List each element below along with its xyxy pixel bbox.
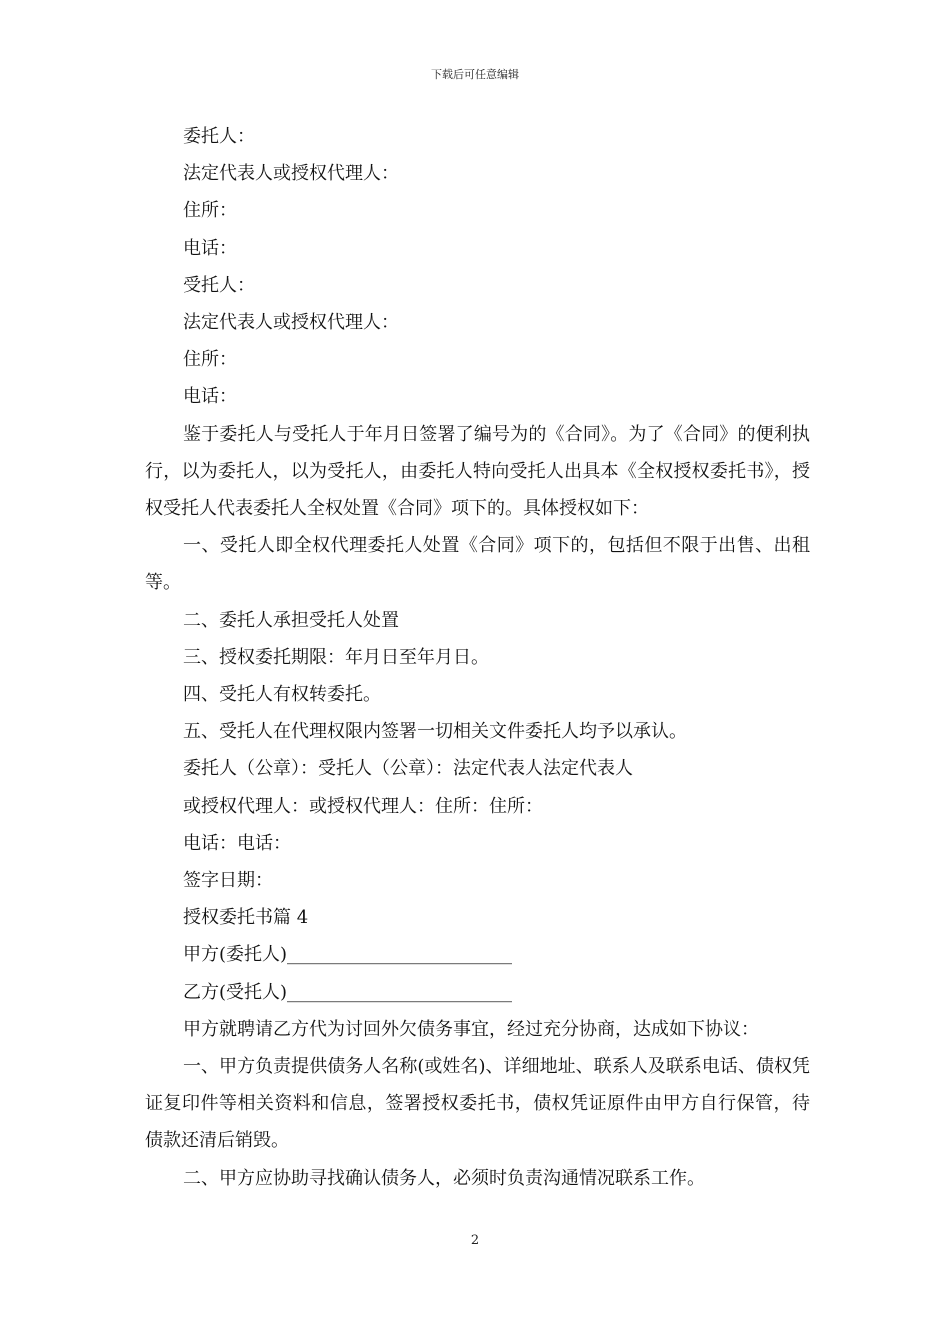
- paragraph-agent: 受托人：: [183, 274, 255, 296]
- paragraph-preamble: 鉴于委托人与受托人于年月日签署了编号为的《合同》。为了《合同》的便利执行，以为委托人，以为受托人，由委托人特向受托人出具本《全权授权委托书》，授权受托人代表委托人全权处置《合同》项下的。具体授权如下：: [145, 423, 810, 520]
- paragraph-seal-line: 委托人（公章）：受托人（公章）：法定代表人法定代表人: [183, 758, 633, 780]
- document-body: [145, 118, 810, 1197]
- paragraph-principal-phone: 电话：: [183, 237, 237, 259]
- paragraph-principal: 委托人：: [183, 126, 255, 147]
- paragraph-agent-representative: 法定代表人或授权代理人：: [183, 312, 399, 334]
- paragraph-agreement-clause-2: 二、甲方应协助寻找确认债务人，必须时负责沟通情况联系工作。: [183, 1167, 705, 1189]
- paragraph-clause-4: 四、受托人有权转委托。: [183, 684, 381, 706]
- paragraph-clause-5: 五、受托人在代理权限内签署一切相关文件委托人均予以承认。: [183, 721, 687, 743]
- paragraph-sign-date: 签字日期：: [183, 870, 273, 892]
- section-title: 授权委托书篇 4: [183, 907, 309, 929]
- page-header: 下载后可任意编辑: [431, 68, 519, 81]
- paragraph-phone-line: 电话：电话：: [183, 832, 291, 854]
- party-a-line: 甲方(委托人)_________________________: [183, 944, 513, 966]
- page-number: 2: [470, 1233, 480, 1248]
- paragraph-agent-address: 住所：: [183, 349, 237, 371]
- paragraph-principal-representative: 法定代表人或授权代理人：: [183, 163, 399, 185]
- paragraph-clause-2: 二、委托人承担受托人处置: [183, 609, 399, 631]
- paragraph-agent-phone: 电话：: [183, 386, 237, 408]
- paragraph-principal-address: 住所：: [183, 200, 237, 222]
- paragraph-agreement-intro: 甲方就聘请乙方代为讨回外欠债务事宜，经过充分协商，达成如下协议：: [183, 1018, 759, 1040]
- paragraph-clause-1: 一、受托人即全权代理委托人处置《合同》项下的，包括但不限于出售、出租等。: [145, 535, 810, 594]
- paragraph-clause-3: 三、授权委托期限：年月日至年月日。: [183, 646, 489, 668]
- paragraph-representative-line: 或授权代理人：或授权代理人：住所：住所：: [183, 795, 543, 817]
- paragraph-agreement-clause-1: 一、甲方负责提供债务人名称(或姓名)、详细地址、联系人及联系电话、债权凭证复印件等相关资料和信息，签署授权委托书，债权凭证原件由甲方自行保管，待债款还清后销毁。: [145, 1056, 810, 1152]
- party-b-line: 乙方(受托人)_________________________: [183, 981, 513, 1003]
